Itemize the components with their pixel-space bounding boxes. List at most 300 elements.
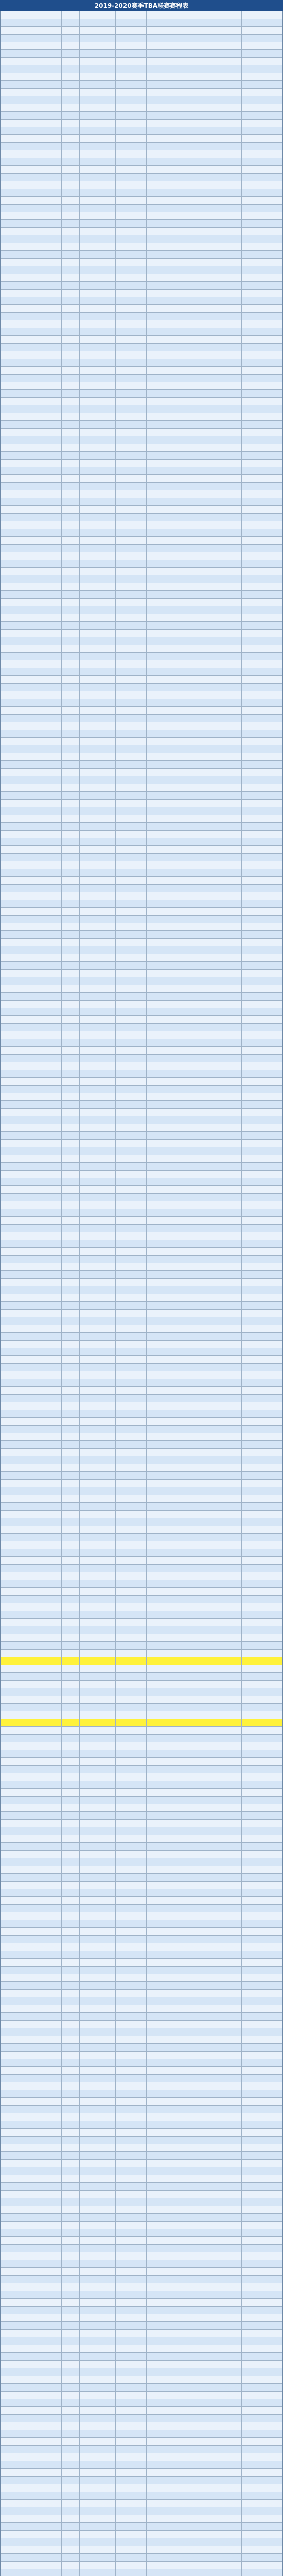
team-a-cell [80,1866,116,1873]
team-b-cell [116,1596,147,1603]
table-row [0,831,283,838]
date-cell [0,614,62,621]
table-row [0,1534,283,1541]
venue-cell [147,375,242,382]
note-cell [242,1634,283,1641]
venue-cell [147,2484,242,2492]
date-cell [0,2144,62,2151]
venue-cell [147,2500,242,2507]
team-b-cell [116,367,147,374]
table-row [0,290,283,297]
table-row [0,1843,283,1851]
venue-cell [147,143,242,150]
number-cell [62,96,80,104]
venue-cell [147,730,242,737]
note-cell [242,653,283,660]
team-a-cell [80,1650,116,1657]
note-cell [242,1449,283,1456]
team-b-cell [116,1619,147,1626]
team-a-cell [80,1178,116,1185]
venue-cell [147,2569,242,2576]
team-b-cell [116,498,147,505]
venue-cell [147,815,242,822]
table-row [0,2121,283,2129]
team-b-cell [116,745,147,753]
team-b-cell [116,676,147,683]
number-cell [62,738,80,745]
number-cell [62,2121,80,2128]
team-a-cell [80,2484,116,2492]
table-row [0,2129,283,2137]
team-a-cell [80,1928,116,1935]
date-cell [0,1124,62,1131]
table-row [0,2183,283,2191]
note-cell [242,1596,283,1603]
team-b-cell [116,668,147,675]
venue-cell [147,792,242,799]
team-b-cell [116,1866,147,1873]
table-row [0,243,283,251]
note-cell [242,65,283,73]
venue-cell [147,1093,242,1100]
venue-cell [147,2160,242,2167]
date-cell [0,251,62,258]
number-cell [62,1719,80,1726]
table-row [0,11,283,19]
table-row [0,800,283,807]
note-cell [242,1356,283,1363]
team-b-cell [116,2492,147,2499]
team-a-cell [80,800,116,807]
number-cell [62,81,80,88]
note-cell [242,1147,283,1155]
note-cell [242,668,283,675]
venue-cell [147,58,242,65]
team-b-cell [116,2268,147,2275]
team-a-cell [80,869,116,876]
number-cell [62,421,80,428]
venue-cell [147,81,242,88]
venue-cell [147,2067,242,2074]
note-cell [242,1912,283,1920]
note-cell [242,2082,283,2090]
team-b-cell [116,1511,147,1518]
date-cell [0,1194,62,1201]
date-cell [0,150,62,158]
team-b-cell [116,730,147,737]
date-cell [0,946,62,954]
team-b-cell [116,1742,147,1750]
note-cell [242,35,283,42]
number-cell [62,135,80,142]
table-row [0,205,283,212]
date-cell [0,2082,62,2090]
table-row [0,1951,283,1959]
table-row [0,1016,283,1024]
date-cell [0,1711,62,1719]
note-cell [242,11,283,19]
note-cell [242,1209,283,1216]
number-cell [62,653,80,660]
team-b-cell [116,1820,147,1827]
note-cell [242,1031,283,1039]
team-a-cell [80,1773,116,1781]
table-row [0,2276,283,2283]
table-row [0,1364,283,1371]
table-row [0,1827,283,1835]
team-b-cell [116,1410,147,1417]
table-row [0,1256,283,1263]
number-cell [62,197,80,204]
table-row [0,2422,283,2430]
venue-cell [147,954,242,961]
venue-cell [147,2137,242,2144]
table-row [0,2052,283,2059]
date-cell [0,1820,62,1827]
team-b-cell [116,1356,147,1363]
team-b-cell [116,1124,147,1131]
venue-cell [147,2353,242,2360]
number-cell [62,235,80,243]
team-a-cell [80,112,116,119]
venue-cell [147,1217,242,1224]
venue-cell [147,1673,242,1680]
team-a-cell [80,2276,116,2283]
number-cell [62,2113,80,2121]
number-cell [62,328,80,335]
venue-cell [147,1109,242,1116]
team-b-cell [116,2461,147,2468]
table-row [0,1526,283,1534]
venue-cell [147,630,242,637]
note-cell [242,2252,283,2260]
date-cell [0,1511,62,1518]
team-b-cell [116,892,147,900]
team-a-cell [80,1395,116,1402]
note-cell [242,1997,283,2005]
date-cell [0,1541,62,1549]
team-a-cell [80,1194,116,1201]
number-cell [62,1735,80,1742]
table-row [0,1472,283,1480]
venue-cell [147,1534,242,1541]
venue-cell [147,1719,242,1726]
note-cell [242,1325,283,1332]
team-a-cell [80,1727,116,1734]
venue-cell [147,1866,242,1873]
team-b-cell [116,769,147,776]
venue-cell [147,1650,242,1657]
date-cell [0,560,62,567]
team-a-cell [80,2167,116,2175]
team-a-cell [80,1758,116,1765]
team-a-cell [80,599,116,606]
note-cell [242,421,283,428]
date-cell [0,916,62,923]
note-cell [242,2191,283,2198]
venue-cell [147,1835,242,1842]
number-cell [62,166,80,173]
team-a-cell [80,328,116,335]
number-cell [62,1704,80,1711]
team-a-cell [80,575,116,583]
number-cell [62,382,80,389]
venue-cell [147,1178,242,1185]
venue-cell [147,1580,242,1587]
date-cell [0,2554,62,2561]
venue-cell [147,2044,242,2051]
note-cell [242,977,283,985]
team-a-cell [80,1974,116,1981]
team-a-cell [80,761,116,768]
note-cell [242,2422,283,2430]
table-row [0,962,283,970]
date-cell [0,1804,62,1811]
team-b-cell [116,614,147,621]
date-cell [0,313,62,320]
team-a-cell [80,96,116,104]
number-cell [62,2546,80,2553]
table-row [0,197,283,205]
venue-cell [147,405,242,413]
table-row [0,1294,283,1302]
number-cell [62,1642,80,1649]
note-cell [242,483,283,490]
number-cell [62,684,80,691]
venue-cell [147,1410,242,1417]
table-row [0,1132,283,1140]
team-b-cell [116,189,147,196]
venue-cell [147,382,242,389]
table-row [0,2028,283,2036]
table-row [0,65,283,73]
date-cell [0,1827,62,1835]
team-a-cell [80,722,116,730]
note-cell [242,1990,283,1997]
table-row [0,1673,283,1681]
team-a-cell [80,467,116,474]
note-cell [242,1681,283,1688]
date-cell [0,1031,62,1039]
number-cell [62,545,80,552]
number-cell [62,568,80,575]
date-cell [0,243,62,250]
note-cell [242,1140,283,1147]
table-row [0,1163,283,1171]
date-cell [0,1518,62,1526]
team-b-cell [116,521,147,529]
venue-cell [147,1820,242,1827]
venue-cell [147,2028,242,2036]
date-cell [0,637,62,645]
team-b-cell [116,2415,147,2422]
number-cell [62,251,80,258]
table-row [0,1333,283,1341]
number-cell [62,2438,80,2445]
team-b-cell [116,630,147,637]
date-cell [0,2222,62,2229]
venue-cell [147,305,242,312]
venue-cell [147,1294,242,1301]
venue-cell [147,1248,242,1255]
note-cell [242,2113,283,2121]
number-cell [62,2106,80,2113]
table-row [0,2059,283,2067]
date-cell [0,429,62,436]
date-cell [0,1789,62,1796]
number-cell [62,2175,80,2182]
team-a-cell [80,2469,116,2476]
team-b-cell [116,1719,147,1726]
date-cell [0,405,62,413]
date-cell [0,1704,62,1711]
team-a-cell [80,351,116,359]
team-a-cell [80,2368,116,2376]
note-cell [242,1310,283,1317]
number-cell [62,2337,80,2345]
table-row [0,1626,283,1634]
team-b-cell [116,1093,147,1100]
team-a-cell [80,2299,116,2306]
note-cell [242,2245,283,2252]
date-cell [0,2167,62,2175]
team-a-cell [80,1503,116,1510]
team-a-cell [80,2175,116,2182]
team-b-cell [116,1534,147,1541]
note-cell [242,1866,283,1873]
note-cell [242,1062,283,1070]
team-b-cell [116,1889,147,1896]
team-b-cell [116,320,147,328]
note-cell [242,467,283,474]
date-cell [0,1356,62,1363]
date-cell [0,730,62,737]
venue-cell [147,2461,242,2468]
table-row [0,1171,283,1178]
note-cell [242,1967,283,1974]
date-cell [0,2137,62,2144]
note-cell [242,351,283,359]
team-a-cell [80,606,116,614]
venue-cell [147,1263,242,1270]
number-cell [62,1364,80,1371]
table-row [0,1039,283,1047]
date-cell [0,1348,62,1355]
number-cell [62,2059,80,2066]
venue-cell [147,1495,242,1502]
team-a-cell [80,1943,116,1951]
team-a-cell [80,1441,116,1448]
date-cell [0,2075,62,2082]
team-a-cell [80,653,116,660]
team-a-cell [80,846,116,853]
date-cell [0,2562,62,2569]
team-a-cell [80,1116,116,1124]
team-a-cell [80,150,116,158]
number-cell [62,490,80,498]
team-b-cell [116,305,147,312]
venue-cell [147,545,242,552]
number-cell [62,931,80,938]
team-a-cell [80,1240,116,1247]
team-b-cell [116,1835,147,1842]
table-row [0,1588,283,1596]
table-row [0,1851,283,1858]
note-cell [242,50,283,57]
number-cell [62,50,80,57]
number-cell [62,1031,80,1039]
note-cell [242,1294,283,1301]
note-cell [242,2430,283,2437]
team-b-cell [116,1789,147,1796]
number-cell [62,1395,80,1402]
team-a-cell [80,2546,116,2553]
date-cell [0,282,62,289]
team-b-cell [116,2152,147,2159]
note-cell [242,691,283,699]
date-cell [0,143,62,150]
team-b-cell [116,1858,147,1866]
table-row [0,2322,283,2330]
number-cell [62,715,80,722]
team-b-cell [116,1588,147,1595]
venue-cell [147,993,242,1000]
venue-cell [147,1341,242,1348]
team-a-cell [80,2082,116,2090]
number-cell [62,923,80,930]
note-cell [242,120,283,127]
table-row [0,2492,283,2500]
team-b-cell [116,807,147,815]
note-cell [242,212,283,219]
number-cell [62,885,80,892]
date-cell [0,421,62,428]
venue-cell [147,838,242,845]
team-b-cell [116,2291,147,2298]
number-cell [62,2283,80,2291]
date-cell [0,939,62,946]
team-b-cell [116,684,147,691]
table-row [0,2531,283,2538]
date-cell [0,1773,62,1781]
team-b-cell [116,2052,147,2059]
date-cell [0,2523,62,2530]
number-cell [62,1116,80,1124]
date-cell [0,1936,62,1943]
note-cell [242,1588,283,1595]
team-b-cell [116,104,147,111]
date-cell [0,885,62,892]
venue-cell [147,1286,242,1294]
venue-cell [147,1456,242,1464]
team-b-cell [116,2314,147,2321]
date-cell [0,1364,62,1371]
table-row [0,2469,283,2477]
note-cell [242,2222,283,2229]
number-cell [62,2222,80,2229]
team-a-cell [80,212,116,219]
team-a-cell [80,954,116,961]
note-cell [242,1549,283,1556]
venue-cell [147,150,242,158]
note-cell [242,1920,283,1927]
team-b-cell [116,962,147,969]
note-cell [242,1526,283,1533]
number-cell [62,1279,80,1286]
number-cell [62,1039,80,1046]
team-a-cell [80,2090,116,2097]
number-cell [62,962,80,969]
